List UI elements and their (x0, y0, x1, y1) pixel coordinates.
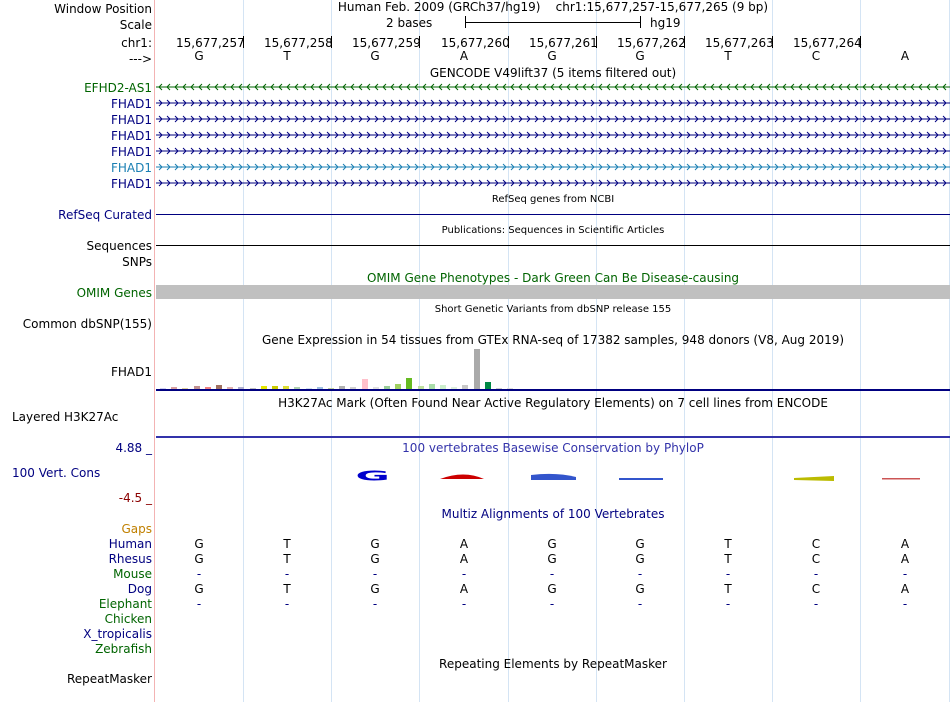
alignment-base-elephant: - (372, 597, 378, 611)
alignment-base-dog: G (547, 582, 557, 596)
phylop-bar-a (882, 478, 920, 480)
h3k27ac-signal[interactable] (156, 436, 950, 438)
alignment-base-dog: T (724, 582, 732, 596)
scale-label[interactable]: Scale (119, 18, 152, 32)
window-position-label[interactable]: Window Position (54, 2, 152, 16)
reference-base: G (370, 49, 380, 63)
track-label-gtex-fhad1[interactable]: FHAD1 (110, 365, 152, 379)
scale-bar-right-cap (640, 16, 641, 28)
track-label-fhad1-1[interactable]: FHAD1 (110, 97, 152, 111)
alignment-base-dog: T (283, 582, 291, 596)
alignment-base-elephant: - (196, 597, 202, 611)
phylop-logo-g2 (531, 474, 576, 480)
gene-fhad1-1[interactable] (156, 100, 950, 106)
reference-base: A (459, 49, 469, 63)
track-label-snps[interactable]: SNPs (122, 255, 152, 269)
track-label-dbsnp[interactable]: Common dbSNP(155) (22, 317, 152, 331)
omim-gene-feature[interactable] (156, 285, 950, 299)
species-label-zebrafish[interactable]: Zebrafish (95, 642, 152, 656)
ruler-position-label: 15,677,258 (264, 36, 333, 50)
ruler-position-label: 15,677,262 (617, 36, 686, 50)
alignment-base-human: G (635, 537, 645, 551)
refseq-track-title: RefSeq genes from NCBI (491, 194, 615, 205)
window-position-text (156, 0, 950, 14)
alignment-base-dog: G (635, 582, 645, 596)
track-label-vert-cons[interactable]: 100 Vert. Cons (12, 466, 101, 480)
omim-track-title: OMIM Gene Phenotypes - Dark Green Can Be Disease-causing (366, 271, 740, 285)
reference-base: G (635, 49, 645, 63)
alignment-base-mouse: - (196, 567, 202, 581)
gene-fhad1-3[interactable] (156, 132, 950, 138)
alignment-base-human: A (459, 537, 469, 551)
gtex-tissue-bar[interactable] (485, 382, 491, 389)
alignment-base-mouse: - (284, 567, 290, 581)
alignment-base-human: G (370, 537, 380, 551)
assembly-name: Human Feb. 2009 (GRCh37/hg19) (337, 0, 541, 14)
refseq-gene-line[interactable] (156, 214, 950, 215)
species-label-rhesus[interactable]: Rhesus (108, 552, 152, 566)
track-label-omim-genes[interactable]: OMIM Genes (76, 286, 152, 300)
reference-base: T (283, 49, 291, 63)
ruler-position-label: 15,677,261 (529, 36, 598, 50)
species-label-dog[interactable]: Dog (127, 582, 152, 596)
alignment-base-mouse: - (813, 567, 819, 581)
alignment-base-rhesus: C (811, 552, 821, 566)
gene-fhad1-4[interactable] (156, 148, 950, 154)
gtex-tissue-bar[interactable] (474, 349, 480, 389)
track-label-fhad1-3[interactable]: FHAD1 (110, 129, 152, 143)
alignment-base-elephant: - (549, 597, 555, 611)
species-label-x-tropicalis[interactable]: X_tropicalis (83, 627, 152, 641)
ruler-position-label: 15,677,257 (176, 36, 245, 50)
chromosome-label[interactable]: chr1: (121, 36, 152, 50)
track-label-fhad1-4[interactable]: FHAD1 (110, 145, 152, 159)
gene-fhad1-6[interactable] (156, 180, 950, 186)
alignment-base-dog: A (900, 582, 910, 596)
alignment-base-human: G (547, 537, 557, 551)
browser-tracks-area[interactable] (156, 0, 950, 702)
alignment-base-dog: G (194, 582, 204, 596)
phylop-logo-g: G (355, 468, 390, 485)
publications-track-title: Publications: Sequences in Scientific Articles (441, 225, 665, 236)
alignment-base-human: T (283, 537, 291, 551)
position-range: chr1:15,677,257-15,677,265 (9 bp) (555, 0, 769, 14)
phylop-max-label: 4.88 _ (115, 441, 152, 455)
reference-base: G (547, 49, 557, 63)
species-label-human[interactable]: Human (108, 537, 152, 551)
gencode-track-title: GENCODE V49lift37 (5 items filtered out) (429, 66, 677, 80)
scale-bar-left-cap (465, 16, 466, 28)
phylop-track-title: 100 vertebrates Basewise Conservation by PhyloP (402, 441, 704, 455)
scale-bar-line (465, 22, 641, 23)
reference-base: T (724, 49, 732, 63)
phylop-logo-a (440, 475, 484, 480)
alignment-base-rhesus: G (194, 552, 204, 566)
gtex-baseline (156, 389, 950, 391)
strand-label[interactable]: ---> (128, 52, 152, 66)
alignment-base-rhesus: A (459, 552, 469, 566)
gtex-tissue-bar[interactable] (362, 379, 368, 389)
species-label-elephant[interactable]: Elephant (98, 597, 152, 611)
dbsnp-track-title: Short Genetic Variants from dbSNP release 155 (434, 304, 672, 315)
alignment-base-rhesus: A (900, 552, 910, 566)
alignment-base-rhesus: T (283, 552, 291, 566)
alignment-base-human: A (900, 537, 910, 551)
phylop-min-label: -4.5 _ (118, 491, 152, 505)
alignment-base-mouse: - (902, 567, 908, 581)
alignment-base-rhesus: G (547, 552, 557, 566)
alignment-base-mouse: - (461, 567, 467, 581)
track-label-fhad1-2[interactable]: FHAD1 (110, 113, 152, 127)
alignment-base-mouse: - (637, 567, 643, 581)
alignment-base-rhesus: T (724, 552, 732, 566)
track-label-sequences[interactable]: Sequences (86, 239, 152, 253)
reference-base: G (194, 49, 204, 63)
gene-fhad1-5[interactable] (156, 164, 950, 170)
gtex-track-title: Gene Expression in 54 tissues from GTEx RNA-seq of 17382 samples, 948 donors (V8, Aug 2019) (261, 333, 845, 347)
track-label-repeatmasker[interactable]: RepeatMasker (66, 672, 152, 686)
alignment-base-human: T (724, 537, 732, 551)
track-label-h3k27ac[interactable]: Layered H3K27Ac (12, 410, 119, 424)
alignment-base-human: C (811, 537, 821, 551)
track-label-fhad1-6[interactable]: FHAD1 (110, 177, 152, 191)
alignment-base-elephant: - (461, 597, 467, 611)
gtex-expression-bars[interactable] (156, 348, 950, 389)
track-label-fhad1-5[interactable]: FHAD1 (110, 161, 152, 175)
species-label-mouse[interactable]: Mouse (113, 567, 152, 581)
alignment-base-rhesus: G (635, 552, 645, 566)
phylop-conservation-plot[interactable] (156, 462, 950, 492)
ruler-position-label: 15,677,264 (793, 36, 862, 50)
alignment-base-elephant: - (902, 597, 908, 611)
alignment-base-dog: A (459, 582, 469, 596)
phylop-bar-g3 (619, 478, 663, 480)
track-label-gaps[interactable]: Gaps (121, 522, 152, 536)
sequences-feature-line[interactable] (156, 245, 950, 246)
ruler-position-label: 15,677,260 (441, 36, 510, 50)
alignment-base-elephant: - (284, 597, 290, 611)
scale-bar-db: hg19 (650, 16, 681, 30)
species-label-chicken[interactable]: Chicken (104, 612, 152, 626)
repeatmasker-track-title: Repeating Elements by RepeatMasker (439, 657, 667, 671)
h3k27ac-track-title: H3K27Ac Mark (Often Found Near Active Regulatory Elements) on 7 cell lines from ENCODE (278, 396, 828, 410)
gene-efhd2-as1[interactable] (156, 84, 950, 90)
alignment-base-elephant: - (813, 597, 819, 611)
phylop-logo-c (794, 476, 834, 481)
alignment-base-dog: C (811, 582, 821, 596)
alignment-base-mouse: - (725, 567, 731, 581)
alignment-base-elephant: - (725, 597, 731, 611)
ruler-position-label: 15,677,259 (352, 36, 421, 50)
alignment-base-elephant: - (637, 597, 643, 611)
alignment-base-mouse: - (549, 567, 555, 581)
gencode-gene-features[interactable] (156, 80, 950, 192)
reference-base: A (900, 49, 910, 63)
gtex-tissue-bar[interactable] (406, 378, 412, 389)
multiz-track-title: Multiz Alignments of 100 Vertebrates (441, 507, 665, 521)
gene-fhad1-2[interactable] (156, 116, 950, 122)
ruler-position-label: 15,677,263 (705, 36, 774, 50)
reference-base: C (811, 49, 821, 63)
track-label-refseq[interactable]: RefSeq Curated (58, 208, 152, 222)
track-label-efhd2-as1[interactable]: EFHD2-AS1 (84, 81, 152, 95)
alignment-base-human: G (194, 537, 204, 551)
scale-bar-text: 2 bases (386, 16, 433, 30)
alignment-base-mouse: - (372, 567, 378, 581)
alignment-base-dog: G (370, 582, 380, 596)
alignment-base-rhesus: G (370, 552, 380, 566)
